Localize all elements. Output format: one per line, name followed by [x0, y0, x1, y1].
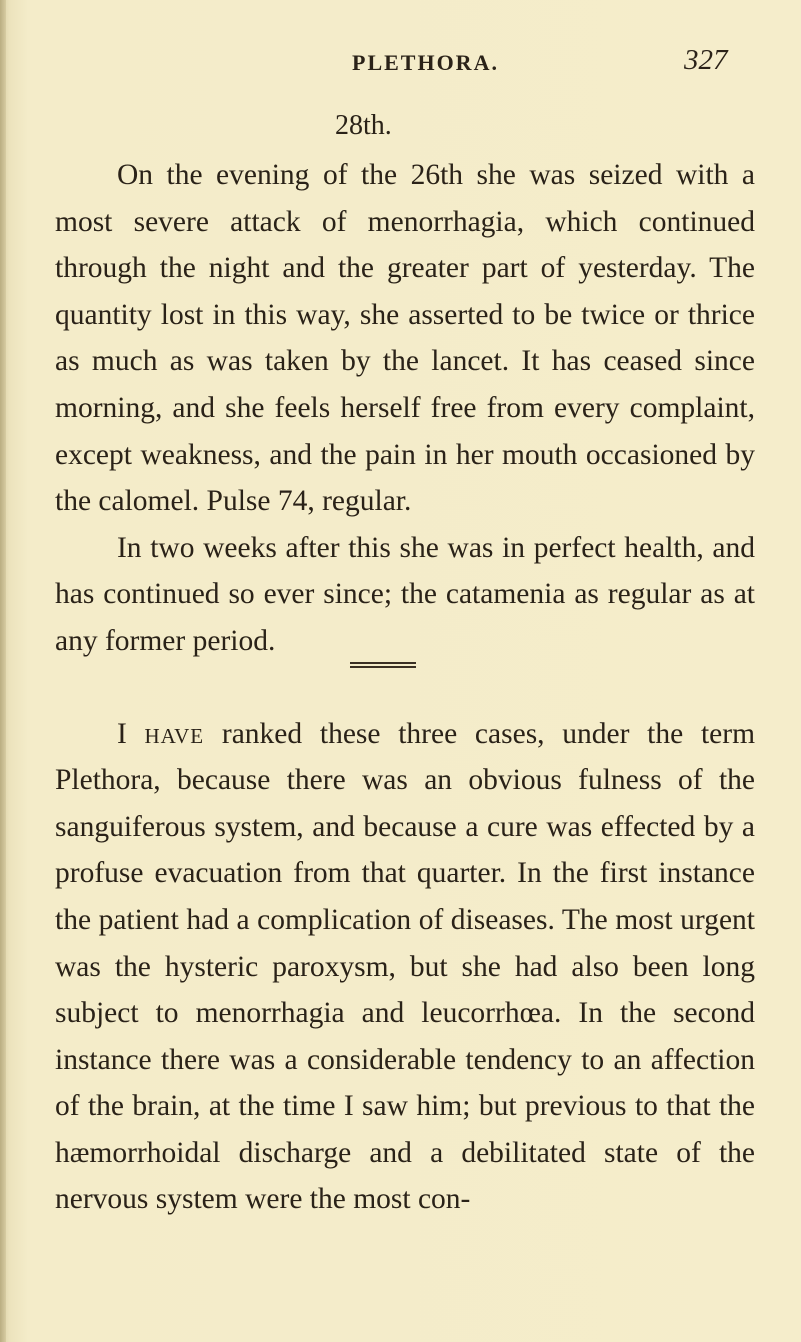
- body-text: [55, 152, 755, 1223]
- divider-rule-bottom: [350, 666, 416, 668]
- paragraph-1: On the evening of the 26th she was seized with a most severe attack of menorrhagia, which continued through the night and the greater part of yesterday. The quantity lost in this way, she asserted to be twice or thrice as much as was taken by the lancet. It has ceased since morning, and she feels herself free from every complaint, except weakness, and the pain in her mouth occasioned by the calomel. Pulse 74, regular.: [55, 159, 755, 518]
- divider-rule-top: [350, 662, 416, 664]
- section-divider: [350, 662, 416, 668]
- page-spine-edge: [0, 0, 6, 1342]
- page-number: 327: [684, 44, 728, 76]
- paragraph-2: In two weeks after this she was in perfect health, and has continued so ever since; the catamenia as regular as at any former period.: [55, 531, 755, 657]
- paragraph-3-lead: I: [116, 717, 127, 750]
- paragraph-3-text: ranked these three cases, under the term Plethora, because there was an obvious fulness of the sanguiferous system, and because a cure was effected by a profuse evacuation from that quarter. In the first instance the patient had a complication of diseases. The most urgent was the hysteric paroxysm, but she had also been long subject to menorrhagia and leucorrhœa. In the second instance there was a considerable tendency to an affection of the brain, at the time I saw him; but previous to that the hæmorrhoidal discharge and a debilitated state of the nervous system were the most con-: [55, 717, 756, 1216]
- paragraph-3: [55, 711, 755, 1224]
- page-header: [0, 44, 801, 84]
- running-title: PLETHORA.: [352, 50, 499, 75]
- paragraph-3-smallcaps: have: [144, 717, 205, 750]
- entry-date-heading: 28th.: [335, 110, 392, 141]
